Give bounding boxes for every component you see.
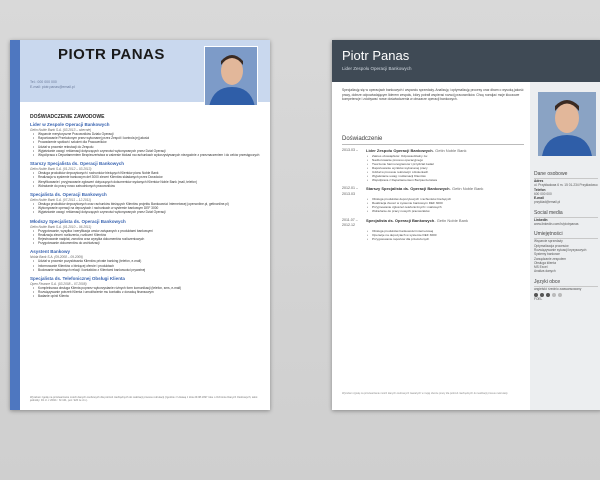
address-value: ul. Przykładowa 6 m. 15 01-234 Przykładowo	[534, 183, 598, 188]
job-duty: • Udział w procesie rekrutacji do Zespołu	[30, 145, 262, 149]
job-duty: • Budowanie właściwych relacji i kontaktów z Klientami bankowości prywatnej	[30, 268, 262, 272]
job-date: 2013.03 –	[342, 148, 358, 152]
job-title: Lider w Zespole Operacji Bankowych	[30, 122, 110, 127]
job-duty: • Operacje na depozytach w systemie DEF 3000	[342, 233, 524, 237]
job-duty: • Wyjaśnianie uwag i reklamacji dotyczących czynności wykonywanych przez Dział Operacji	[30, 210, 262, 214]
job-header	[342, 186, 524, 197]
job-duty: • Rozwiązywanie potrzeb Klienta i umożliwienie mu kontaktu z doradcą finansowym	[30, 290, 262, 294]
linkedin-value: www.linkedin.com/in/piotrpanas	[534, 222, 579, 227]
job-duty: • Udział w procesie pozyskiwania Klientów private banking (telefon, e-mail)	[30, 259, 262, 263]
job-company: Getin Noble Bank S.A. (03.2013 – obecnie)	[30, 128, 92, 132]
gdpr-clause: Wyrażam zgodę na przetwarzanie moich danych osobowych dla potrzeb niezbędnych do realizacji procesu rekrutacji (zgodnie z Ustawą z dnia 29.08.1997 roku o Ochronie Danych Osobowych; tekst jednolity: Dz.U. z 2002 r. Nr 101, poz. 926 ze zm.).	[30, 396, 258, 403]
sidebar-content	[534, 166, 598, 301]
job-company: - Getin Noble Bank	[434, 217, 469, 223]
resume-template-left[interactable]	[10, 40, 270, 410]
profile-photo	[538, 92, 596, 156]
skill-item: Systemy bankowe	[534, 252, 560, 257]
job-entry	[30, 219, 262, 246]
candidate-title: Lider Zespołu Operacji Bankowych	[342, 66, 412, 71]
job-title: Specjalista ds. Operacji Bankowych	[30, 192, 107, 198]
job-duty: • Udział w procesie rekrutacji i szkoleniach	[342, 170, 524, 174]
person-photo-icon	[538, 92, 596, 156]
job-entry	[30, 249, 262, 272]
address-label: Adres	[534, 179, 544, 183]
job-title: Starszy Specjalista ds. Operacji Bankowych	[30, 161, 125, 167]
job-entry	[342, 148, 524, 182]
job-duty: • Współpraca z Departamentem Bezpieczeństwa w zakresie blokad na rachunkach wykorzystywanych niezgodnie z przeznaczeniem i do celów przestępczych	[30, 153, 262, 157]
job-entry	[342, 186, 524, 213]
language-item: angielski: średnio zaawansowany	[534, 286, 582, 291]
job-entry	[30, 276, 262, 299]
job-duty: • Obsługa produktów depozytowych i rachunków bieżących Klientów pionu Noble Bank	[30, 171, 262, 175]
personal-data-heading: Dane osobowe	[534, 171, 598, 179]
contact-line: E-mail: piotr.panas@email.pl	[30, 85, 75, 89]
job-duty: • Kompleksowa obsługa Klienta poprzez wykorzystanie różnych form komunikacji (telefon, sms, e-mail)	[30, 286, 262, 290]
job-duty: • Wdrażanie do pracy nowych pracowników	[342, 209, 524, 213]
job-title: Specjalista ds. Telefonicznej Obsługi Klienta	[30, 276, 125, 282]
job-duty: • Realizacja zleceń rozliczenia, rozliczeń Klientów	[30, 233, 262, 237]
skills-list	[534, 239, 598, 273]
profile-photo	[204, 46, 258, 106]
job-date: 2012.01 – 2013.03	[342, 186, 358, 196]
job-duty: • Weryfikowanie i przyjmowanie zgłoszeń dotyczących dokumentów wydanych Klientów Noble Bank (mail, telefon)	[30, 180, 262, 184]
skill-item: Obsługa klienta	[534, 260, 556, 265]
skill-item: Wsparcie sprzedaży	[534, 239, 563, 244]
job-duty: • Obsługa produktów bankowości internetowej	[342, 229, 524, 233]
job-duty: • Przyjmowanie zgłoszeń telefonicznych i mailowych	[342, 205, 524, 209]
job-duty: • Przygotowanie raportów dla przełożonych	[342, 237, 524, 241]
job-company: Getin Noble Bank S.A. (01.2012 – 03.2013)	[30, 167, 92, 172]
candidate-name: PIOTR PANAS	[58, 46, 165, 63]
job-duty: • Wyjaśnianie uwag i reklamacji Klientów	[342, 174, 524, 178]
job-duty: • Badanie opinii Klienta	[30, 294, 262, 298]
job-duty: • Obsługa produktów depozytowych i rachunków bieżących	[342, 197, 524, 201]
languages-heading: Języki obce	[534, 279, 598, 287]
experience-list	[30, 122, 262, 303]
job-company: - Getin Noble Bank	[449, 186, 484, 192]
job-duty: • Wdrażanie do pracy nowo zatrudnionych pracowników	[30, 184, 262, 188]
experience-list	[342, 148, 524, 245]
job-duty: • Wykonywanie operacji na depozytach i rachunkach w systemie bankowym DEF 3000	[30, 206, 262, 210]
job-company: Getin Noble Bank S.A. (01.2010 – 06.2011)	[30, 224, 92, 229]
experience-heading: Doświadczenie	[342, 136, 383, 142]
job-duty: • Wyjaśnianie uwag i reklamacji dotyczących czynności wykonywanych przez Dział Operacji	[30, 149, 262, 153]
job-company: Open Finance S.A. (03.2008 – 07.2008)	[30, 282, 87, 287]
job-entry	[342, 218, 524, 241]
language-item: FOEL	[534, 297, 543, 302]
job-header	[342, 218, 524, 229]
job-company: Nobla Bank S.A. (09.2008 – 09.2009)	[30, 255, 83, 260]
job-title: Specjalista ds. Operacji Bankowych	[366, 217, 435, 223]
linkedin-label: LinkedIn	[534, 217, 548, 222]
job-title: Asystent Bankowy	[30, 249, 71, 255]
contact-line: Tel.: 000 000 000	[30, 80, 57, 84]
skill-item: Zarządzanie zespołem	[534, 256, 567, 261]
social-heading: Social media	[534, 210, 598, 218]
job-title: Młodszy Specjalista ds. Operacji Bankowych	[30, 218, 126, 224]
job-entry	[30, 192, 262, 215]
job-duty: • Przygotowanie, wysyłka i weryfikacja umów związanych z produktami bankowymi	[30, 229, 262, 233]
job-duty: • Wsparcie merytoryczne Pracowników Działu Operacji	[30, 132, 262, 136]
job-duty: • Rejestrowanie nadpłat, zwrotów oraz wysyłka dokumentów rozliczeniowych	[30, 237, 262, 241]
person-photo-icon	[205, 47, 258, 106]
phone-value: 600 000 000	[534, 191, 552, 196]
profile-summary: Specjalizuję się w operacjach bankowych i wsparciu sprzedaży. Analizuję i optymalizuję procesy oraz dbam o wysoką jakość pracy, dobrze odpowiadającym liderem zespołu, który potrafi wspierać rozwój pracowników. Chcę rozwijać moje kluczowe kompetencje i zdobywać nowe doświadczenia w obszarze operacji bankowych.	[342, 88, 524, 102]
skill-item: Analiza danych	[534, 269, 556, 274]
contact-info	[30, 80, 75, 90]
job-entry	[30, 161, 262, 188]
accent-bar	[10, 40, 20, 410]
phone-label: Telefon	[534, 187, 546, 192]
job-duty: • Informowanie Klientów o bieżącej ofercie i produktach	[30, 264, 262, 268]
job-duty: • Nadzorowanie procesu operacyjnego	[342, 158, 524, 162]
experience-heading: DOŚWIADCZENIE ZAWODOWE	[30, 114, 105, 120]
job-entry	[30, 122, 262, 157]
resume-template-right[interactable]	[332, 40, 600, 410]
job-duty: • Realizacja zleceń w systemie bankowym DEF 3000	[342, 201, 524, 205]
job-title: Starszy Specjalista ds. Operacji Bankowych	[366, 186, 450, 192]
email-label: E-mail	[534, 196, 544, 201]
gdpr-clause: Wyrażam zgodę na przetwarzanie moich danych osobowych zawartych w mojej ofercie pracy dla potrzeb niezbędnych do realizacji procesu rekrutacji.	[342, 392, 509, 395]
job-company: Getin Noble Bank S.A. (07.2011 – 12.2011)	[30, 198, 92, 203]
job-title: Lider Zespołu Operacji Bankowych	[366, 148, 433, 153]
job-company: - Getin Noble Bank	[432, 148, 467, 153]
skill-item: Optymalizacja procesów	[534, 243, 569, 248]
job-duty: • Obsługa produktów depozytowych oraz rachunków bieżących Klientów projektu Bankowości Internetowej (openonline.pl, getinonline.pl)	[30, 202, 262, 206]
email-value: przyklad@email.pl	[534, 200, 561, 205]
job-duty: • Realizacja w systemie bankowym def 3000 zleceń Klientów składanych przez Doradców	[30, 175, 262, 179]
job-date: 2011.07 – 2012.12	[342, 217, 358, 228]
skill-item: MS Excel	[534, 265, 548, 270]
job-duty: • Prowadzenie spotkań i szkoleń dla Pracowników	[30, 140, 262, 144]
skill-item: Rozwiązywanie sytuacji kryzysowych	[534, 247, 587, 252]
job-duty: • Współpraca z Departamentem Bezpieczeństwa	[342, 178, 524, 182]
job-duty: • Przygotowanie dokumentów do archiwizacji	[30, 241, 262, 245]
job-duty: • Raportowanie Przełożonym przez wykonanej przez Zespół i kontrola jej jakości	[30, 136, 262, 140]
skills-heading: Umiejętności	[534, 231, 598, 239]
job-duty: • Zakres obowiązków: Odpowiedzialny za:	[342, 154, 524, 158]
job-duty: • Tworzenie harmonogramów i przydział zadań	[342, 162, 524, 166]
job-duty: • Raportowanie wyników wykonanej pracy	[342, 166, 524, 170]
divider	[342, 144, 524, 145]
candidate-name: Piotr Panas	[342, 48, 410, 63]
